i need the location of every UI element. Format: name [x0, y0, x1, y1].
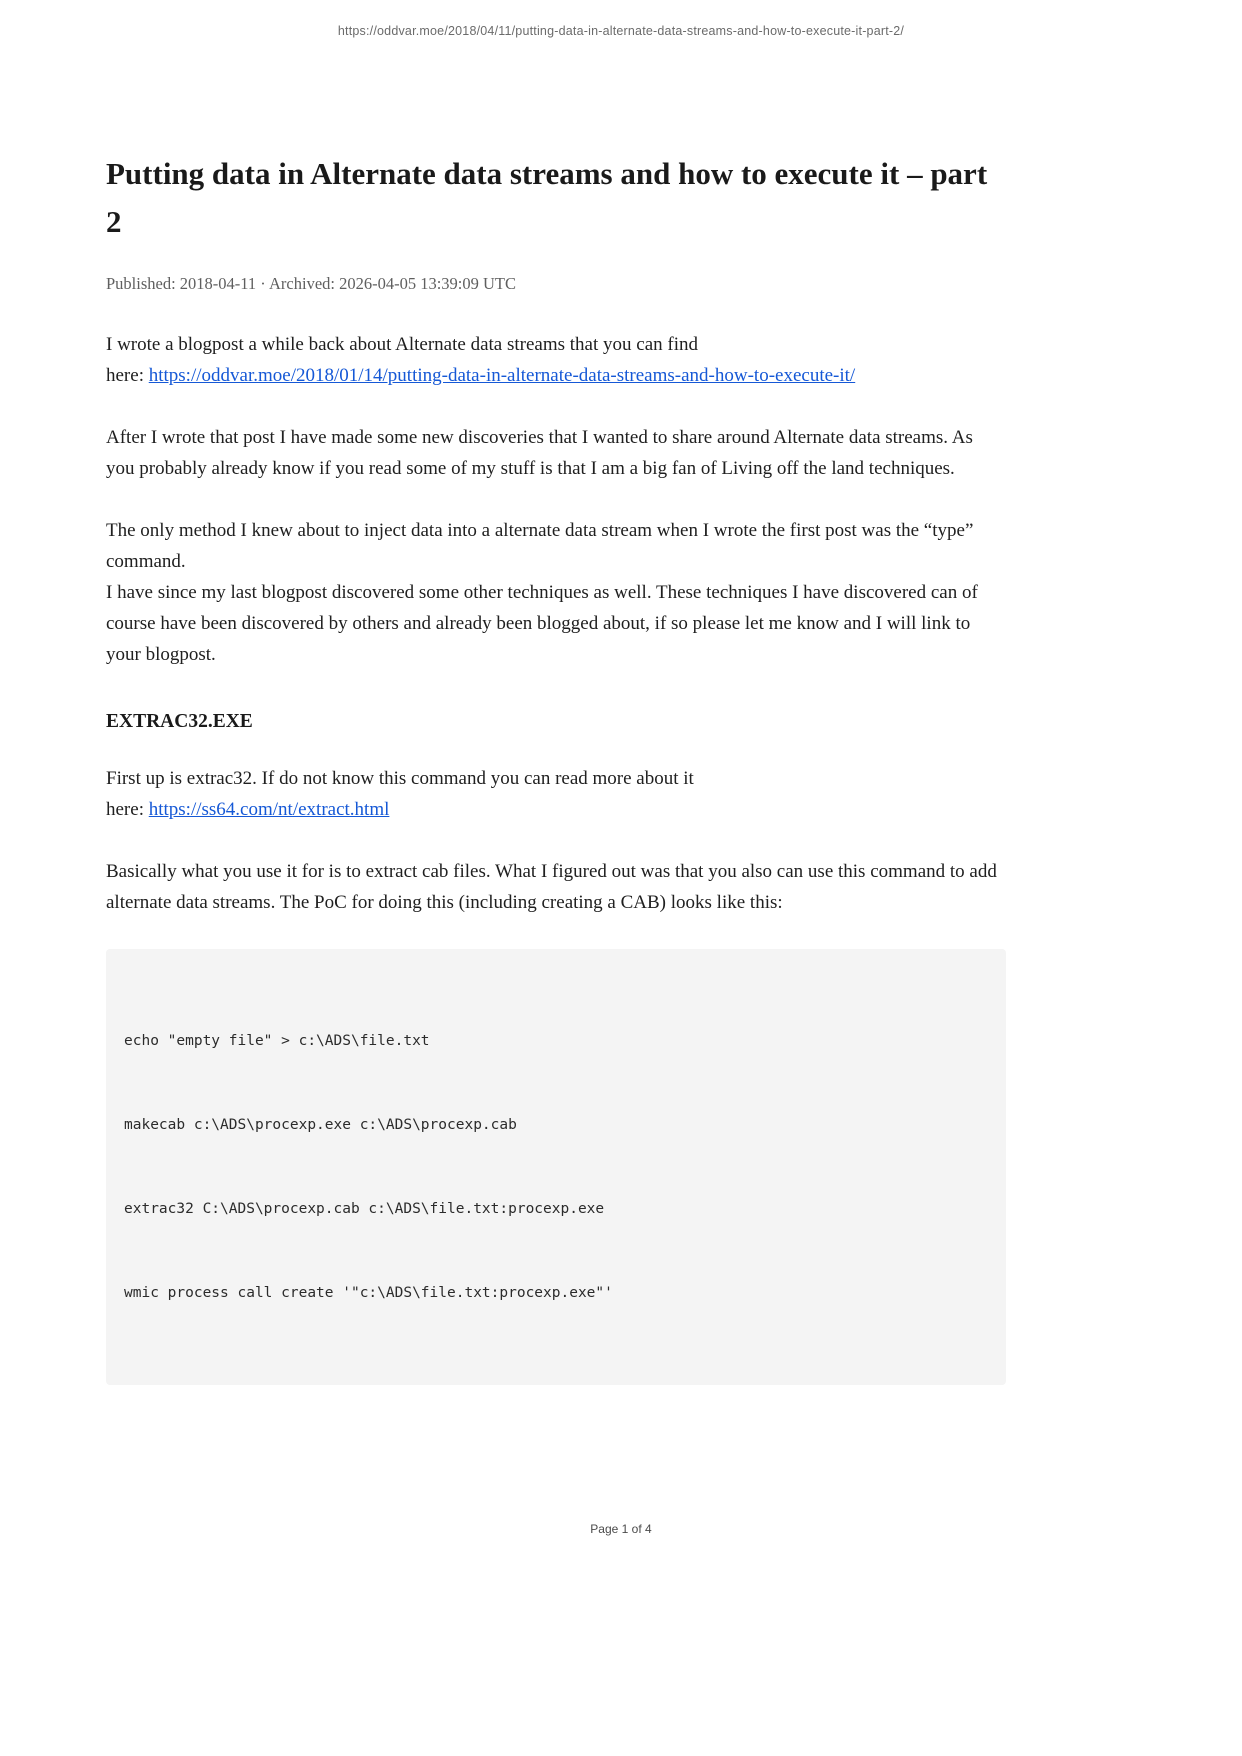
paragraph-extrac32-text: First up is extrac32. If do not know this command you can read more about it [106, 768, 694, 789]
page-number: Page 1 of 4 [590, 1522, 652, 1536]
paragraph-methods [106, 515, 1006, 670]
code-line-makecab: makecab c:\ADS\procexp.exe c:\ADS\procexp.cab [124, 1117, 517, 1133]
code-line-echo: echo "empty file" > c:\ADS\file.txt [124, 1033, 430, 1049]
paragraph-poc-intro: Basically what you use it for is to extract cab files. What I figured out was that you also can use this command to add alternate data streams. The PoC for doing this (including creating a CAB) looks like this: [106, 861, 997, 913]
code-line-wmic: wmic process call create '"c:\ADS\file.txt:procexp.exe"' [124, 1285, 613, 1301]
article-content [106, 0, 1006, 1385]
paragraph-discoveries: After I wrote that post I have made some new discoveries that I wanted to share around Alternate data streams. As you probably already know if you read some of my stuff is that I am a big fan of Living off the land techniques. [106, 427, 973, 479]
paragraph-methods-line2: I have since my last blogpost discovered some other techniques as well. These techniques I have discovered can of course have been discovered by others and already been blogged about, if so please let me know and I will link to your blogpost. [106, 582, 978, 665]
paragraph-intro-prefix: here: [106, 365, 149, 386]
paragraph-extrac32-prefix: here: [106, 799, 149, 820]
section-heading-extrac32: EXTRAC32.EXE [106, 711, 253, 732]
published-archived-meta: Published: 2018-04-11 · Archived: 2026-04-05 13:39:09 UTC [106, 274, 517, 293]
paragraph-extrac32-intro [106, 763, 1006, 825]
page-header-url: https://oddvar.moe/2018/04/11/putting-data-in-alternate-data-streams-and-how-to-execute-it-part-2/ [337, 24, 905, 38]
code-block [106, 949, 1006, 1385]
page-title: Putting data in Alternate data streams and how to execute it – part 2 [106, 156, 988, 239]
paragraph-intro-text: I wrote a blogpost a while back about Alternate data streams that you can find [106, 334, 698, 355]
code-line-extrac32: extrac32 C:\ADS\procexp.cab c:\ADS\file.txt:procexp.exe [124, 1201, 605, 1217]
paragraph-methods-line1: The only method I knew about to inject data into a alternate data stream when I wrote the first post was the “type” command. [106, 520, 974, 572]
paragraph-intro [106, 329, 1006, 391]
previous-post-link[interactable]: https://oddvar.moe/2018/01/14/putting-data-in-alternate-data-streams-and-how-to-execute-it/ [148, 365, 856, 386]
ss64-extract-link[interactable]: https://ss64.com/nt/extract.html [148, 799, 390, 820]
